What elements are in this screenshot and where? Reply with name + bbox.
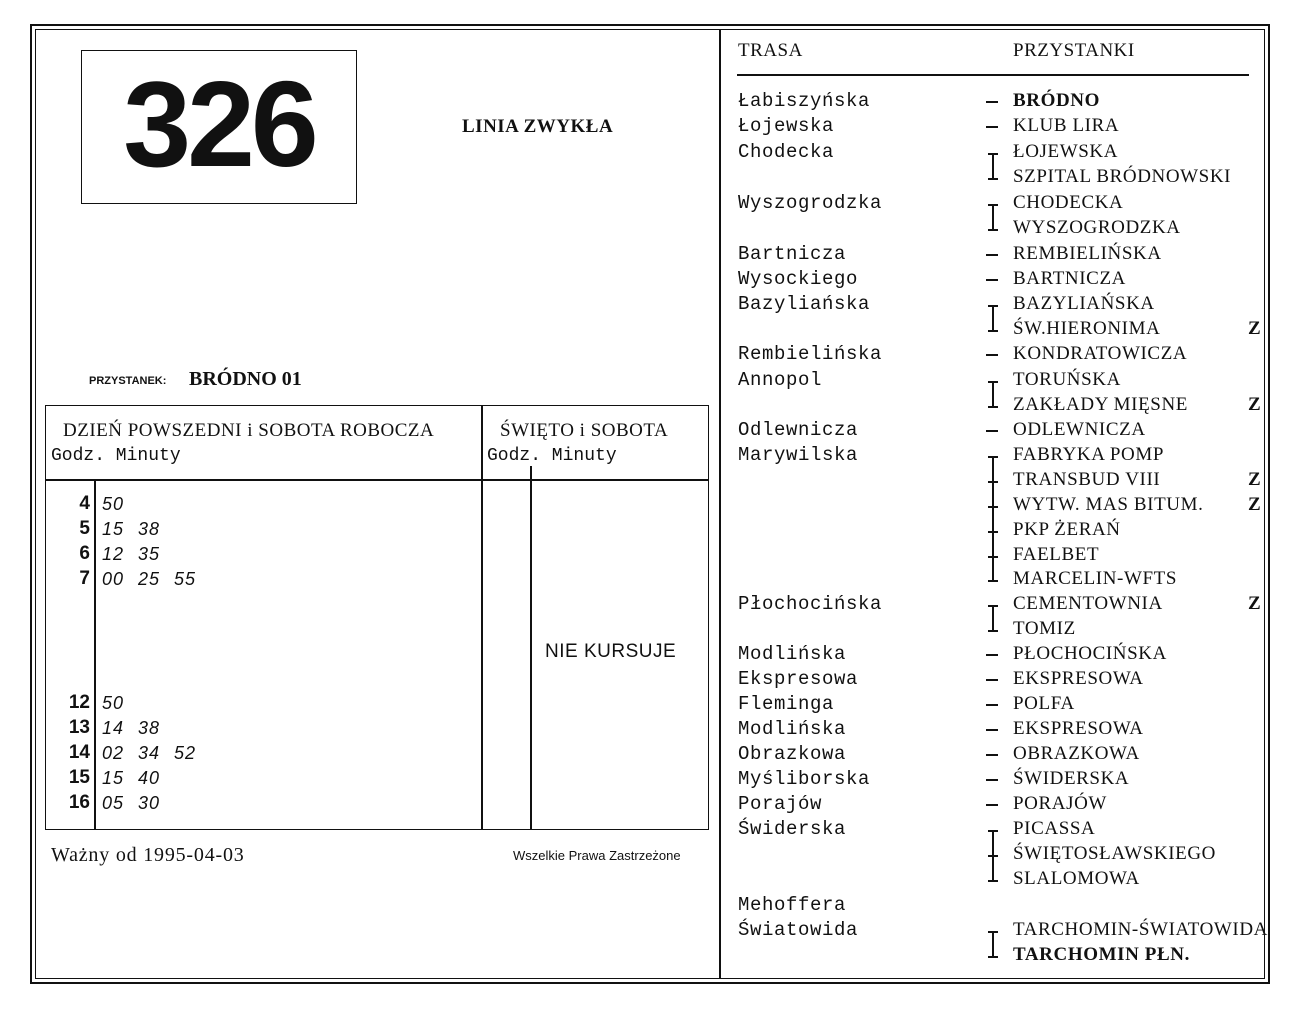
stop-group-bracket (992, 153, 994, 179)
minutes-cell: 15 38 (102, 519, 161, 539)
stop-name: ZAKŁADY MIĘSNE (1013, 394, 1188, 415)
stop-name: WYTW. MAS BITUM. (1013, 494, 1204, 515)
single-stop-dash (986, 643, 1000, 656)
street-name: Bazyliańska (738, 293, 871, 315)
hour-cell: 16 (68, 792, 90, 813)
stop-name: OBRAZKOWA (1013, 743, 1140, 764)
route-column-header: TRASA (738, 40, 803, 61)
bracket-tick (988, 456, 998, 458)
weekday-subtitle: Godz. Minuty (51, 446, 181, 466)
weekday-hour-rule (94, 480, 96, 830)
street-name: Bartnicza (738, 243, 847, 265)
stop-name: PICASSA (1013, 818, 1096, 839)
valid-from: Ważny od 1995-04-03 (51, 844, 245, 866)
bracket-tick (988, 830, 998, 832)
hour-cell: 12 (68, 692, 90, 713)
stop-name: ŚWIĘTOSŁAWSKIEGO (1013, 843, 1216, 864)
street-name: Świderska (738, 818, 847, 840)
street-name: Modlińska (738, 643, 847, 665)
bracket-tick (988, 229, 998, 231)
bracket-tick (988, 556, 998, 558)
stop-group-bracket (992, 456, 994, 581)
stop-name: BRÓDNO 01 (189, 368, 302, 390)
single-stop-dash (986, 768, 1000, 781)
stop-name: REMBIELIŃSKA (1013, 243, 1162, 264)
minutes-cell: 14 38 (102, 718, 161, 738)
street-name: Odlewnicza (738, 419, 859, 441)
stop-name: TARCHOMIN-ŚWIATOWIDA (1013, 919, 1268, 940)
request-stop-flag: Z (1248, 469, 1261, 490)
bracket-tick (988, 956, 998, 958)
center-divider (719, 29, 721, 979)
single-stop-dash (986, 793, 1000, 806)
street-name: Myśliborska (738, 768, 871, 790)
single-stop-dash (986, 718, 1000, 731)
single-stop-dash (986, 343, 1000, 356)
stop-name: FAELBET (1013, 544, 1100, 565)
street-name: Chodecka (738, 141, 835, 163)
street-name: Wysockiego (738, 268, 859, 290)
timetable-column-divider (481, 405, 483, 830)
stop-group-bracket (992, 931, 994, 957)
street-name: Annopol (738, 369, 823, 391)
street-name: Łojewska (738, 115, 835, 137)
bracket-tick (988, 481, 998, 483)
stop-name: CHODECKA (1013, 192, 1124, 213)
minutes-cell: 50 (102, 494, 125, 514)
request-stop-flag: Z (1248, 318, 1261, 339)
stop-group-bracket (992, 605, 994, 631)
hour-cell: 14 (68, 742, 90, 763)
street-name: Wyszogrodzka (738, 192, 883, 214)
bracket-tick (988, 855, 998, 857)
stop-name: TORUŃSKA (1013, 369, 1121, 390)
bracket-tick (988, 605, 998, 607)
street-name: Modlińska (738, 718, 847, 740)
request-stop-flag: Z (1248, 593, 1261, 614)
stop-name: TARCHOMIN PŁN. (1013, 944, 1190, 965)
minutes-cell: 02 34 52 (102, 743, 197, 763)
bracket-tick (988, 305, 998, 307)
stop-group-bracket (992, 381, 994, 407)
stop-name: ODLEWNICZA (1013, 419, 1146, 440)
single-stop-dash (986, 268, 1000, 281)
stops-column-header: PRZYSTANKI (1013, 40, 1135, 61)
holiday-hour-rule (530, 466, 532, 830)
street-name: Mehoffera (738, 894, 847, 916)
minutes-cell: 50 (102, 693, 125, 713)
bracket-tick (988, 931, 998, 933)
bracket-tick (988, 630, 998, 632)
street-name: Marywilska (738, 444, 859, 466)
single-stop-dash (986, 743, 1000, 756)
stop-name: PKP ŻERAŃ (1013, 519, 1121, 540)
stop-name: KLUB LIRA (1013, 115, 1120, 136)
line-type: LINIA ZWYKŁA (462, 116, 614, 137)
hour-cell: 4 (79, 493, 90, 514)
bracket-tick (988, 506, 998, 508)
no-service-note: NIE KURSUJE (545, 641, 677, 662)
stop-name: TRANSBUD VIII (1013, 469, 1161, 490)
street-name: Płochocińska (738, 593, 883, 615)
stop-name: SLALOMOWA (1013, 868, 1140, 889)
stop-name: FABRYKA POMP (1013, 444, 1164, 465)
stop-name: PŁOCHOCIŃSKA (1013, 643, 1167, 664)
street-name: Światowida (738, 919, 859, 941)
hour-cell: 6 (79, 543, 90, 564)
weekday-title: DZIEŃ POWSZEDNI i SOBOTA ROBOCZA (63, 420, 435, 441)
stop-name: KONDRATOWICZA (1013, 343, 1188, 364)
street-name: Rembielińska (738, 343, 883, 365)
street-name: Obrazkowa (738, 743, 847, 765)
single-stop-dash (986, 419, 1000, 432)
request-stop-flag: Z (1248, 494, 1261, 515)
bracket-tick (988, 406, 998, 408)
stop-name: SZPITAL BRÓDNOWSKI (1013, 166, 1232, 187)
bracket-tick (988, 531, 998, 533)
stop-name: MARCELIN-WFTS (1013, 568, 1178, 589)
minutes-cell: 05 30 (102, 793, 161, 813)
stop-name: TOMIZ (1013, 618, 1076, 639)
single-stop-dash (986, 115, 1000, 128)
stop-name: BRÓDNO (1013, 90, 1100, 111)
bracket-tick (988, 580, 998, 582)
minutes-cell: 00 25 55 (102, 569, 197, 589)
stop-name: EKSPRESOWA (1013, 718, 1144, 739)
holiday-title: ŚWIĘTO i SOBOTA (500, 420, 669, 441)
holiday-subtitle: Godz. Minuty (487, 446, 617, 466)
stop-name: BARTNICZA (1013, 268, 1126, 289)
stop-name: EKSPRESOWA (1013, 668, 1144, 689)
bracket-tick (988, 204, 998, 206)
hour-cell: 5 (79, 518, 90, 539)
stop-name: ŚWIDERSKA (1013, 768, 1130, 789)
bracket-tick (988, 153, 998, 155)
stop-name: CEMENTOWNIA (1013, 593, 1163, 614)
bracket-tick (988, 178, 998, 180)
hour-cell: 7 (79, 568, 90, 589)
stop-name: BAZYLIAŃSKA (1013, 293, 1155, 314)
header-rule (737, 74, 1249, 76)
timetable-header-rule (45, 479, 709, 481)
street-name: Porajów (738, 793, 823, 815)
stop-label: PRZYSTANEK: (89, 375, 167, 387)
minutes-cell: 15 40 (102, 768, 161, 788)
request-stop-flag: Z (1248, 394, 1261, 415)
hour-cell: 13 (68, 717, 90, 738)
hour-cell: 15 (68, 767, 90, 788)
timetable-box (45, 405, 709, 830)
stop-name: ŚW.HIERONIMA (1013, 318, 1161, 339)
stop-name: WYSZOGRODZKA (1013, 217, 1181, 238)
minutes-cell: 12 35 (102, 544, 161, 564)
single-stop-dash (986, 243, 1000, 256)
stop-name: POLFA (1013, 693, 1075, 714)
street-name: Fleminga (738, 693, 835, 715)
bracket-tick (988, 381, 998, 383)
stop-group-bracket (992, 204, 994, 230)
single-stop-dash (986, 668, 1000, 681)
stop-group-bracket (992, 305, 994, 331)
rights-notice: Wszelkie Prawa Zastrzeżone (513, 848, 681, 863)
single-stop-dash (986, 90, 1000, 103)
stop-name: ŁOJEWSKA (1013, 141, 1119, 162)
stop-name: PORAJÓW (1013, 793, 1107, 814)
street-name: Łabiszyńska (738, 90, 871, 112)
street-name: Ekspresowa (738, 668, 859, 690)
line-number: 326 (123, 56, 315, 192)
bracket-tick (988, 880, 998, 882)
single-stop-dash (986, 693, 1000, 706)
bracket-tick (988, 330, 998, 332)
